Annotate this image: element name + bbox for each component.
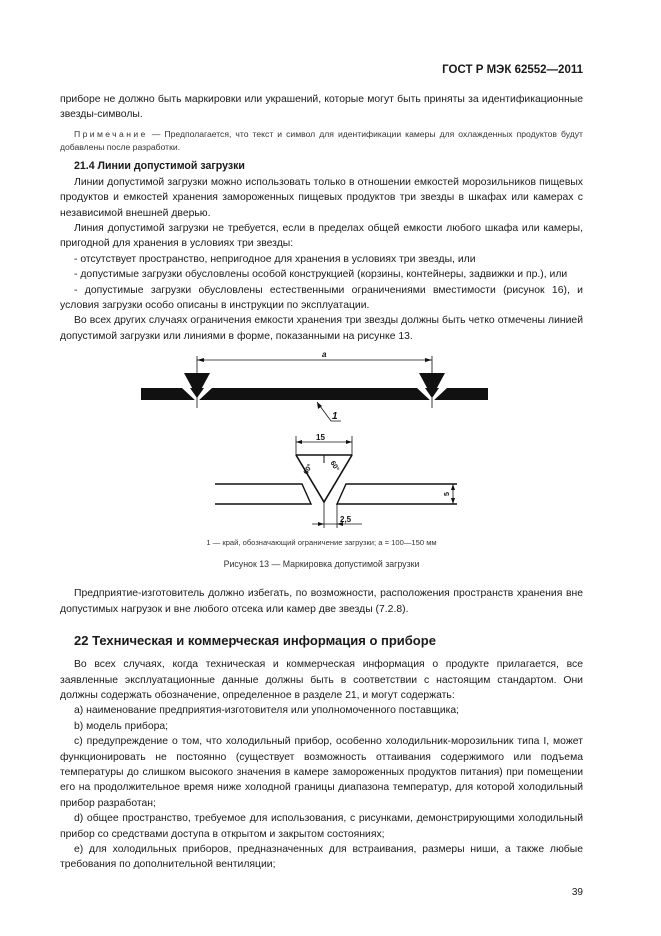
- list-item: - отсутствует пространство, непригодное для хранения в условиях три звезды, или: [74, 253, 476, 265]
- document-header: ГОСТ Р МЭК 62552—2011: [442, 64, 583, 76]
- page-number: 39: [571, 886, 583, 898]
- section-heading-22: 22 Техническая и коммерческая информация о приборе: [74, 633, 436, 649]
- list-item: c) предупреждение о том, что холодильный прибор, особенно холодильник-морозильник типа I, может функционировать не постоянно (существует возможность оттаивания содержимого или подъема температуры до слишком высокого значения в камере замороженных продуктов питания) при помещении его на продолжительное время ниже холодной границы диапазона температур, для которой холодильный прибор разработан;: [60, 736, 583, 809]
- note-label: Примечание: [74, 128, 148, 139]
- figure-13: [60, 348, 583, 570]
- paragraph: Во всех других случаях ограничения емкости хранения три звезды должны быть четко отмечены линией допустимой загрузки или линиями в форме, показанными на рисунке 13.: [60, 315, 583, 342]
- list-item: e) для холодильных приборов, предназначенных для встраивания, размеры ниши, а также любые требования по дополнительной вентиляции;: [60, 843, 583, 871]
- list-item: d) общее пространство, требуемое для использования, с рисунками, демонстрирующими холодильный прибор со средствами доступа в открытом и закрытом состояниях;: [60, 813, 583, 840]
- paragraph: Во всех случаях, когда техническая и коммерческая информация о продукте прилагается, все заявленные эксплуатационные данные должны быть в соответствии с настоящим стандартом. Они должны содержать обозначение, определенное в разделе 21, и могут содержать:: [60, 659, 583, 701]
- figure-caption: Рисунок 13 — Маркировка допустимой загрузки: [223, 559, 420, 570]
- note: [60, 128, 583, 154]
- section-heading-21-4: 21.4 Линии допустимой загрузки: [74, 159, 245, 172]
- paragraph: приборе не должно быть маркировки или украшений, которые могут быть приняты за идентификационные звезды-символы.: [60, 94, 583, 121]
- dim-60-right: 60°: [328, 460, 340, 473]
- list-item: b) модель прибора;: [74, 720, 169, 732]
- page-body: [60, 92, 583, 900]
- dim-15: 15: [316, 433, 325, 443]
- label-a: a: [322, 350, 327, 360]
- note-text: — Предполагается, что текст и символ для идентификации камеры для охлажденных продуктов будут добавлены после разработки.: [60, 128, 583, 152]
- dim-2-5: 2,5: [340, 515, 352, 525]
- paragraph: Предприятие-изготовитель должно избегать, по возможности, расположения пространств хранения вне допустимых нагрузок и вне любого отсека или камер две звезды (7.2.8).: [60, 588, 583, 615]
- dim-60-left: 60°: [302, 463, 315, 477]
- label-1: 1: [332, 411, 338, 423]
- dim-5: 5: [444, 492, 451, 497]
- list-item: - допустимые загрузки обусловлены естественными ограничениями вместимости (рисунок 16), и условия загрузки особо описаны в инструкции по эксплуатации.: [60, 284, 583, 312]
- figure-13-drawing: [0, 348, 661, 533]
- list-item: a) наименование предприятия-изготовителя или уполномоченного поставщика;: [74, 705, 460, 717]
- paragraph: Линия допустимой загрузки не требуется, если в пределах общей емкости любого шкафа или камеры, пригодной для хранения в условиях три звезды:: [60, 223, 583, 250]
- paragraph: Линии допустимой загрузки можно использовать только в отношении емкостей морозильников пищевых продуктов и емкостей хранения замороженных пищевых продуктов три звезды в шкафах или камерах с независимой внешней дверью.: [60, 176, 583, 219]
- figure-key: 1 — край, обозначающий ограничение загрузки; a = 100—150 мм: [206, 538, 437, 548]
- list-item: - допустимые загрузки обусловлены особой конструкцией (корзины, контейнеры, задвижки и пр.), или: [74, 269, 568, 281]
